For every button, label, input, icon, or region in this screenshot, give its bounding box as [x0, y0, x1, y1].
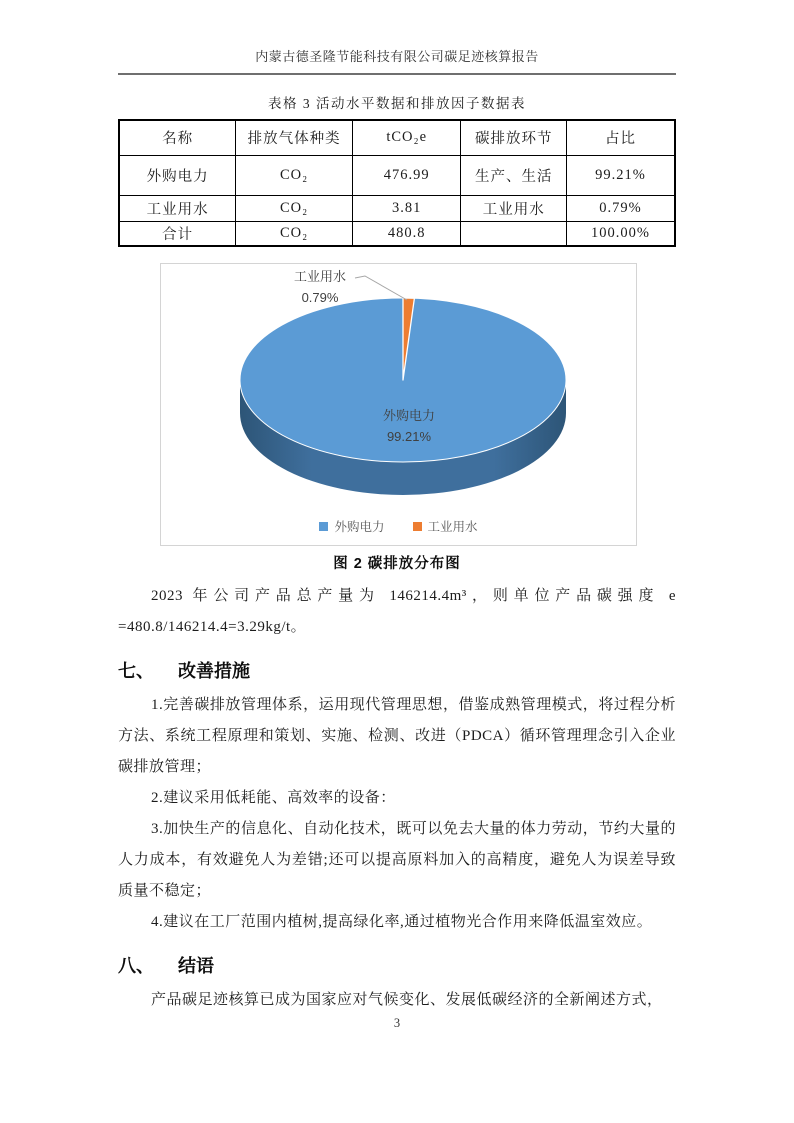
- figure-caption: 图 2 碳排放分布图: [333, 556, 461, 572]
- page-number: 3: [393, 1016, 401, 1030]
- table-cell: 生产、生活: [461, 155, 567, 195]
- header-cell-gas: 排放气体种类: [236, 120, 353, 155]
- table-cell: 99.21%: [567, 155, 675, 195]
- section-title: 结语: [178, 956, 214, 976]
- slice-label-value: 0.79%: [301, 290, 339, 305]
- section-number: 八、: [118, 956, 154, 976]
- table-cell: 480.8: [353, 221, 461, 246]
- improvement-item-4: 4.建议在工厂范围内植树,提高绿化率,通过植物光合作用来降低温室效应。: [151, 914, 653, 930]
- table-cell: CO₂: [236, 195, 353, 221]
- pie-chart-container: [160, 263, 637, 546]
- slice-label-name: 外购电力: [382, 408, 435, 423]
- emissions-table: [118, 119, 676, 247]
- header-cell-share: 占比: [567, 120, 675, 155]
- production-line-2: =480.8/146214.4=3.29kg/t。: [118, 619, 307, 635]
- table-header-row: [119, 120, 675, 155]
- legend-label: 外购电力: [334, 520, 385, 534]
- table-cell: 工业用水: [461, 195, 567, 221]
- table-row: [119, 155, 675, 195]
- section-heading-conclusion: [118, 952, 676, 978]
- improvement-item-2: 2.建议采用低耗能、高效率的设备：: [151, 790, 396, 806]
- slice-label-name: 工业用水: [293, 269, 346, 284]
- legend-swatch-electricity-icon: [319, 522, 328, 531]
- table-cell: CO₂: [236, 155, 353, 195]
- paragraph-production: [118, 581, 676, 643]
- table-cell: 0.79%: [567, 195, 675, 221]
- section-heading-improvements: [118, 657, 676, 683]
- slice-label-water: [267, 266, 373, 308]
- improvement-items: [118, 690, 676, 938]
- header-title: 内蒙古德圣隆节能科技有限公司碳足迹核算报告: [118, 46, 676, 75]
- table-cell: 工业用水: [119, 195, 236, 221]
- legend-label: 工业用水: [427, 520, 478, 534]
- header-cell-name: 名称: [119, 120, 236, 155]
- legend-swatch-water-icon: [413, 522, 422, 531]
- improvement-item-1: 1.完善碳排放管理体系，运用现代管理思想，借鉴成熟管理模式，将过程分析方法、系统工程原理和策划、实施、检测、改进（PDCA）循环管理理念引入企业碳排放管理；: [118, 697, 676, 775]
- table-row: [119, 195, 675, 221]
- header-cell-tco2e: tCO₂e: [353, 120, 461, 155]
- table-cell: [461, 221, 567, 246]
- section-title: 改善措施: [178, 661, 250, 681]
- slice-label-electricity: [348, 405, 470, 447]
- page-header: [118, 0, 676, 75]
- table-cell: 476.99: [353, 155, 461, 195]
- slice-label-value: 99.21%: [386, 429, 432, 444]
- improvement-item-3: 3.加快生产的信息化、自动化技术，既可以免去大量的体力劳动，节约大量的人力成本，有效避免人为差错;还可以提高原料加入的高精度，避免人为误差导致质量不稳定；: [118, 821, 676, 899]
- table-cell: 合计: [119, 221, 236, 246]
- header-cell-stage: 碳排放环节: [461, 120, 567, 155]
- production-line-1: 2023 年公司产品总产量为 146214.4m³，则单位产品碳强度 e: [151, 588, 676, 604]
- table-cell: 外购电力: [119, 155, 236, 195]
- paragraph-conclusion: 产品碳足迹核算已成为国家应对气候变化、发展低碳经济的全新阐述方式，: [151, 992, 663, 1008]
- legend-item-water: [413, 517, 478, 535]
- chart-legend: [161, 517, 636, 535]
- table-cell: 3.81: [353, 195, 461, 221]
- table-cell: CO₂: [236, 221, 353, 246]
- section-number: 七、: [118, 661, 154, 681]
- table-title: 表格 3 活动水平数据和排放因子数据表: [268, 96, 526, 111]
- table-row: [119, 221, 675, 246]
- table-cell: 100.00%: [567, 221, 675, 246]
- legend-item-electricity: [319, 517, 384, 535]
